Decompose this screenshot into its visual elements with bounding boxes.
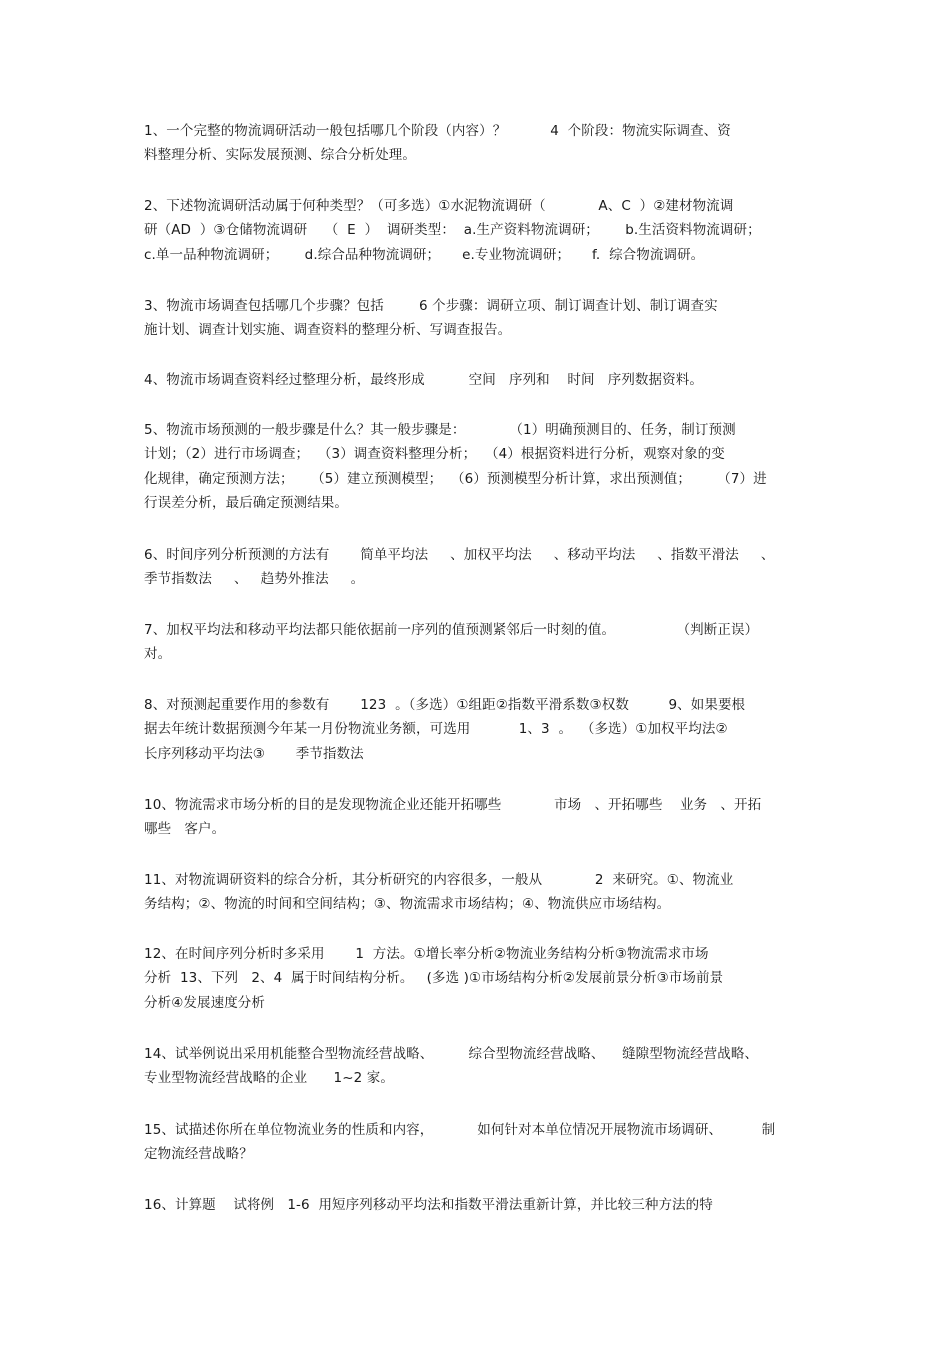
q5-line-2: 计划；（2）进行市场调查； （3）调查资料整理分析； （4）根据资料进行分析，观察对象的变 bbox=[144, 446, 725, 462]
q6-line-1: 6、时间序列分析预测的方法有 简单平均法 、加权平均法 、移动平均法 、指数平滑法 、 bbox=[144, 547, 775, 563]
q8-line-1: 8、对预测起重要作用的参数有 123 。（多选）①组距②指数平滑系数③权数 9、如果要根 bbox=[144, 697, 746, 713]
q15-line-2: 定物流经营战略？ bbox=[144, 1146, 253, 1162]
q14-line-1: 14、试举例说出采用机能整合型物流经营战略、 综合型物流经营战略、 缝隙型物流经营战略、 bbox=[144, 1046, 759, 1062]
q6-line-2: 季节指数法 、 趋势外推法 。 bbox=[144, 571, 365, 587]
q3-line-1: 3、物流市场调查包括哪几个步骤？包括 6 个步骤：调研立项、制订调查计划、制订调查实 bbox=[144, 298, 718, 314]
q11-line-2: 务结构；②、物流的时间和空间结构；③、物流需求市场结构；④、物流供应市场结构。 bbox=[144, 896, 671, 912]
q14-line-2: 专业型物流经营战略的企业 1~2 家。 bbox=[144, 1070, 394, 1086]
q1-line-2: 料整理分析、实际发展预测、综合分析处理。 bbox=[144, 147, 416, 163]
q3-line-2: 施计划、调查计划实施、调查资料的整理分析、写调查报告。 bbox=[144, 322, 512, 338]
q11-line-1: 11、对物流调研资料的综合分析，其分析研究的内容很多，一般从 2 来研究。①、物流业 bbox=[144, 872, 734, 888]
q12-line-1: 12、在时间序列分析时多采用 1 方法。①增长率分析②物流业务结构分析③物流需求市场 bbox=[144, 946, 709, 962]
q4-line-1: 4、物流市场调查资料经过整理分析，最终形成 空间 序列和 时间 序列数据资料。 bbox=[144, 372, 703, 388]
q5-line-3: 化规律，确定预测方法； （5）建立预测模型； （6）预测模型分析计算，求出预测值； （7）进 bbox=[144, 471, 767, 487]
q2-line-3: c.单一品种物流调研； d.综合品种物流调研； e.专业物流调研； f. 综合物流调研。 bbox=[144, 247, 705, 263]
q8-line-2: 据去年统计数据预测今年某一月份物流业务额，可选用 1、3 。 （多选）①加权平均法② bbox=[144, 721, 728, 737]
q7-line-1: 7、加权平均法和移动平均法都只能依据前一序列的值预测紧邻后一时刻的值。 （判断正误） bbox=[144, 622, 759, 638]
q10-line-1: 10、物流需求市场分析的目的是发现物流企业还能开拓哪些 市场 、开拓哪些 业务 、开拓 bbox=[144, 797, 762, 813]
q5-line-4: 行误差分析，最后确定预测结果。 bbox=[144, 495, 348, 511]
q5-line-1: 5、物流市场预测的一般步骤是什么？其一般步骤是： （1）明确预测目的、任务，制订预测 bbox=[144, 422, 736, 438]
q15-line-1: 15、试描述你所在单位物流业务的性质和内容， 如何针对本单位情况开展物流市场调研、 制 bbox=[144, 1122, 776, 1138]
q1-line-1: 1、一个完整的物流调研活动一般包括哪几个阶段（内容）？ 4 个阶段：物流实际调查、资 bbox=[144, 123, 731, 139]
q10-line-2: 哪些 客户。 bbox=[144, 821, 226, 837]
q2-line-1: 2、下述物流调研活动属于何种类型？（可多选）①水泥物流调研（ A、C ）②建材物流调 bbox=[144, 198, 734, 214]
q12-line-2: 分析 13、下列 2、4 属于时间结构分析。 (多选 )①市场结构分析②发展前景分析③市场前景 bbox=[144, 970, 724, 986]
q12-line-3: 分析④发展速度分析 bbox=[144, 995, 266, 1011]
q7-line-2: 对。 bbox=[144, 646, 172, 662]
q2-line-2: 研（AD ）③仓储物流调研 （ E ） 调研类型： a.生产资料物流调研； b.生活资料物流调研； bbox=[144, 222, 761, 238]
q16-line-1: 16、计算题 试将例 1-6 用短序列移动平均法和指数平滑法重新计算，并比较三种方法的特 bbox=[144, 1197, 713, 1213]
q8-line-3: 长序列移动平均法③ 季节指数法 bbox=[144, 746, 364, 762]
